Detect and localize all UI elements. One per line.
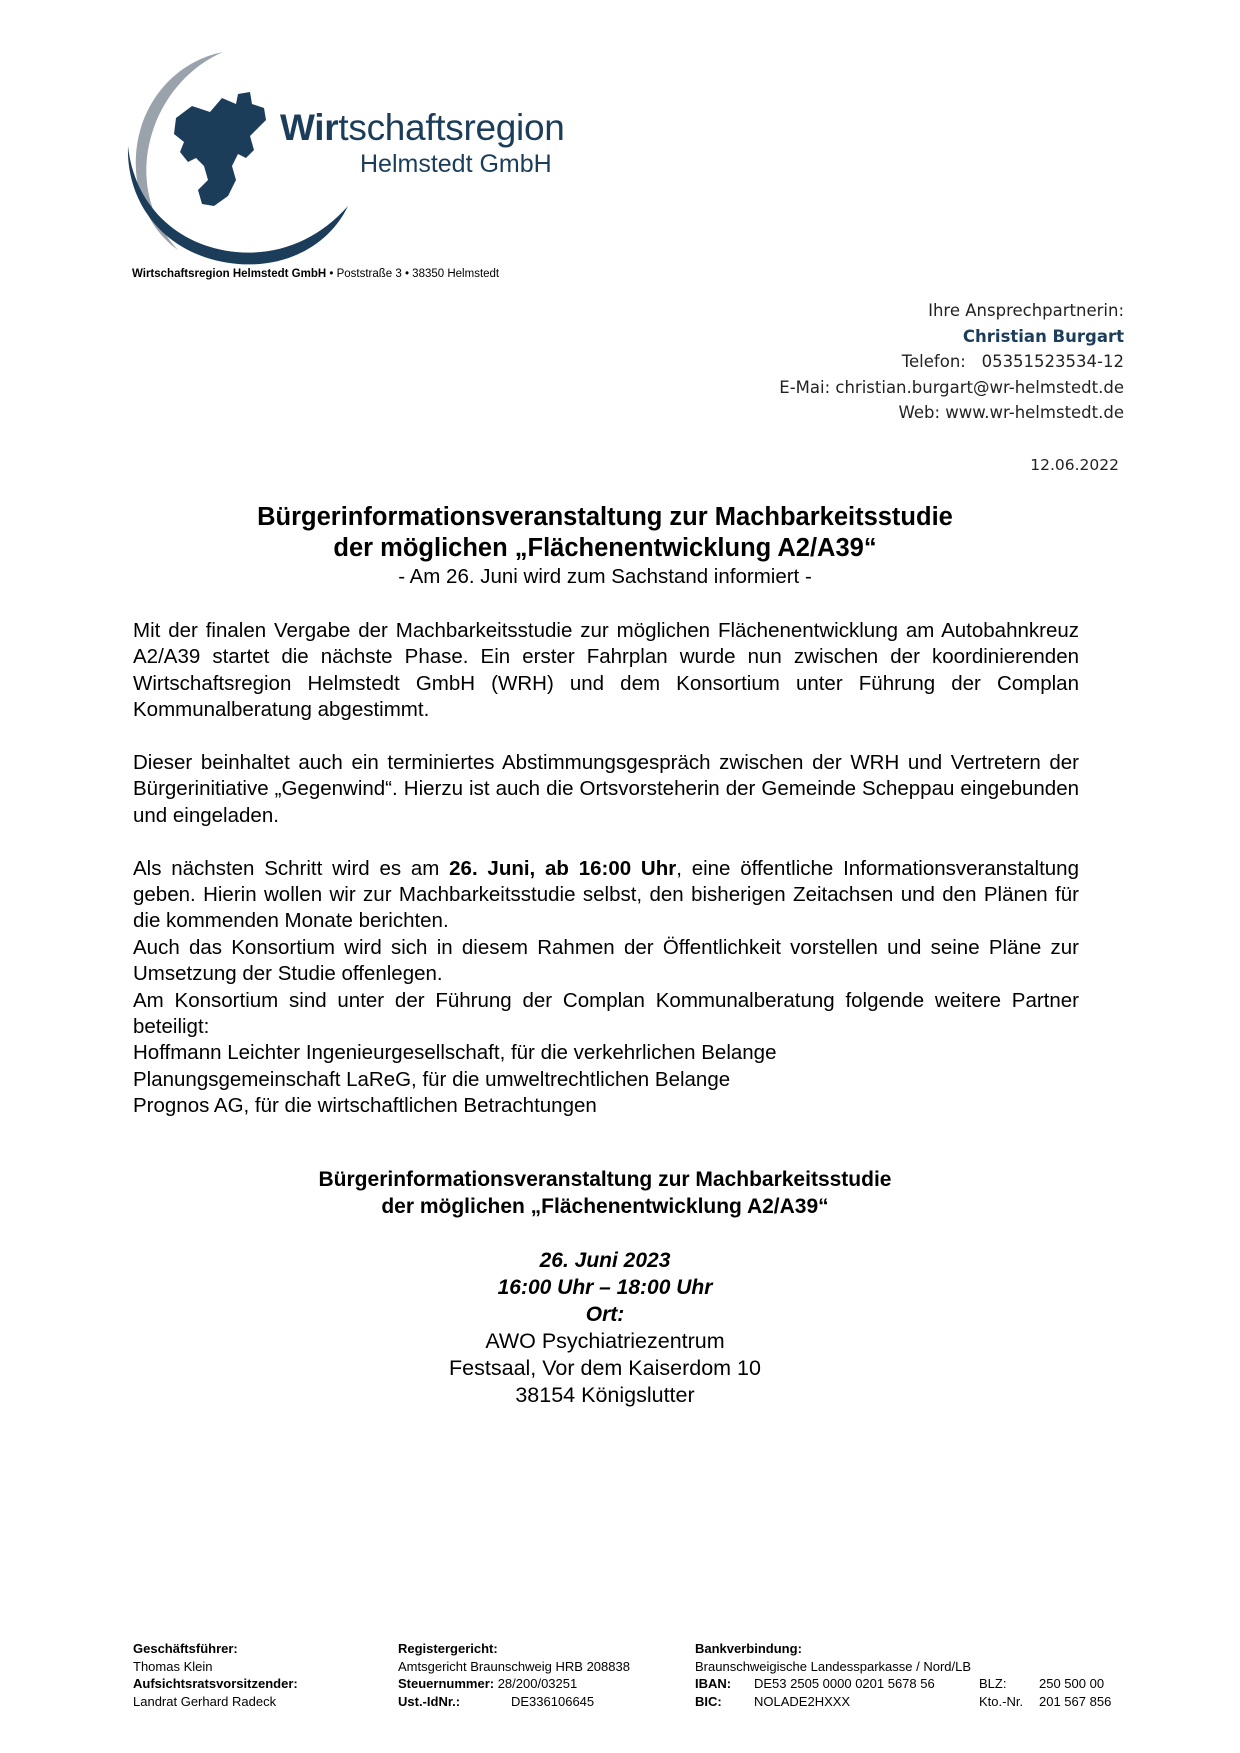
event-city: 38154 Königslutter (515, 1383, 695, 1407)
contact-label: Ihre Ansprechpartnerin: (928, 301, 1124, 320)
event-venue: AWO Psychiatriezentrum (485, 1329, 725, 1353)
region-map-icon (174, 92, 266, 206)
body-text (133, 618, 1079, 1120)
event-date-highlight: 26. Juni, ab 16:00 Uhr (449, 856, 677, 880)
event-details (132, 1166, 1078, 1409)
contact-block (779, 298, 1124, 426)
title-line1: Bürgerinformationsveranstaltung zur Machbarkeitsstudie (257, 503, 953, 531)
partner-item: Planungsgemeinschaft LaReG, für die umweltrechtlichen Belange (133, 1067, 731, 1091)
paragraph-3-line2: Auch das Konsortium wird sich in diesem Rahmen der Öffentlichkeit vorstellen und seine Pläne zur Umsetzung der Studie offenlegen. (133, 935, 1079, 986)
event-time: 16:00 Uhr – 18:00 Uhr (497, 1276, 713, 1299)
logo-wordmark (280, 108, 565, 178)
logo-line1: Wirtschaftsregion (280, 107, 565, 148)
title-subtitle: - Am 26. Juni wird zum Sachstand informiert - (398, 565, 812, 588)
logo-line2: Helmstedt GmbH (360, 150, 552, 178)
footer-management: Geschäftsführer: Thomas Klein Aufsichtsratsvorsitzender: Landrat Gerhard Radeck (133, 1641, 298, 1709)
footer-registry: Registergericht: Amtsgericht Braunschweig HRB 208838 Steuernummer: 28/200/03251 Ust.-IdNr.: DE336106645 (398, 1641, 630, 1709)
document-title (132, 502, 1078, 590)
event-date: 26. Juni 2023 (539, 1249, 671, 1272)
contact-phone: Telefon: 05351523534-12 (901, 352, 1124, 371)
sender-address-line: Wirtschaftsregion Helmstedt GmbH • Poststraße 3 • 38350 Helmstedt (132, 268, 500, 280)
event-title-line2: der möglichen „Flächenentwicklung A2/A39“ (381, 1195, 829, 1218)
partner-item: Prognos AG, für die wirtschaftlichen Betrachtungen (133, 1094, 597, 1118)
paragraph-3-line3: Am Konsortium sind unter der Führung der Complan Kommunalberatung folgende weitere Partner beteiligt: (133, 988, 1079, 1039)
contact-web: Web: www.wr-helmstedt.de (898, 403, 1124, 422)
event-title-line1: Bürgerinformationsveranstaltung zur Machbarkeitsstudie (318, 1168, 892, 1191)
document-date: 12.06.2022 (1030, 456, 1119, 474)
contact-email: E-Mai: christian.burgart@wr-helmstedt.de (779, 377, 1124, 397)
paragraph-1: Mit der finalen Vergabe der Machbarkeitsstudie zur möglichen Flächenentwicklung am Autobahnkreuz A2/A39 startet die nächste Phase. Ein erster Fahrplan wurde nun zwischen der koordinierenden Wirtschaftsregion Helmstedt GmbH (WRH) und dem Konsortium unter Führung der Complan Kommunalberatung abgestimmt. (133, 619, 1079, 722)
footer-bank: Bankverbindung: Braunschweigische Landessparkasse / Nord/LB IBAN: DE53 2505 0000 0201 5678 56 BLZ: 250 500 00 BIC: NOLADE2HXXX Kto.-Nr. 201 567 856 (695, 1641, 1112, 1709)
event-street: Festsaal, Vor dem Kaiserdom 10 (449, 1356, 761, 1380)
event-place-label: Ort: (585, 1303, 625, 1326)
partner-item: Hoffmann Leichter Ingenieurgesellschaft, für die verkehrlichen Belange (133, 1041, 777, 1065)
paragraph-3: Als nächsten Schritt wird es am 26. Juni, ab 16:00 Uhr, eine öffentliche Informationsveranstaltung geben. Hierin wollen wir zur Machbarkeitsstudie selbst, den bisherigen Zeitachsen und den Plänen für die kommenden Monate berichten. (133, 856, 1079, 933)
title-line2: der möglichen „Flächenentwicklung A2/A39“ (333, 534, 877, 562)
paragraph-2: Dieser beinhaltet auch ein terminiertes Abstimmungsgespräch zwischen der WRH und Vertretern der Bürgerinitiative „Gegenwind“. Hierzu ist auch die Ortsvorsteherin der Gemeinde Scheppau eingebunden und eingeladen. (133, 751, 1079, 827)
contact-name: Christian Burgart (962, 326, 1124, 346)
